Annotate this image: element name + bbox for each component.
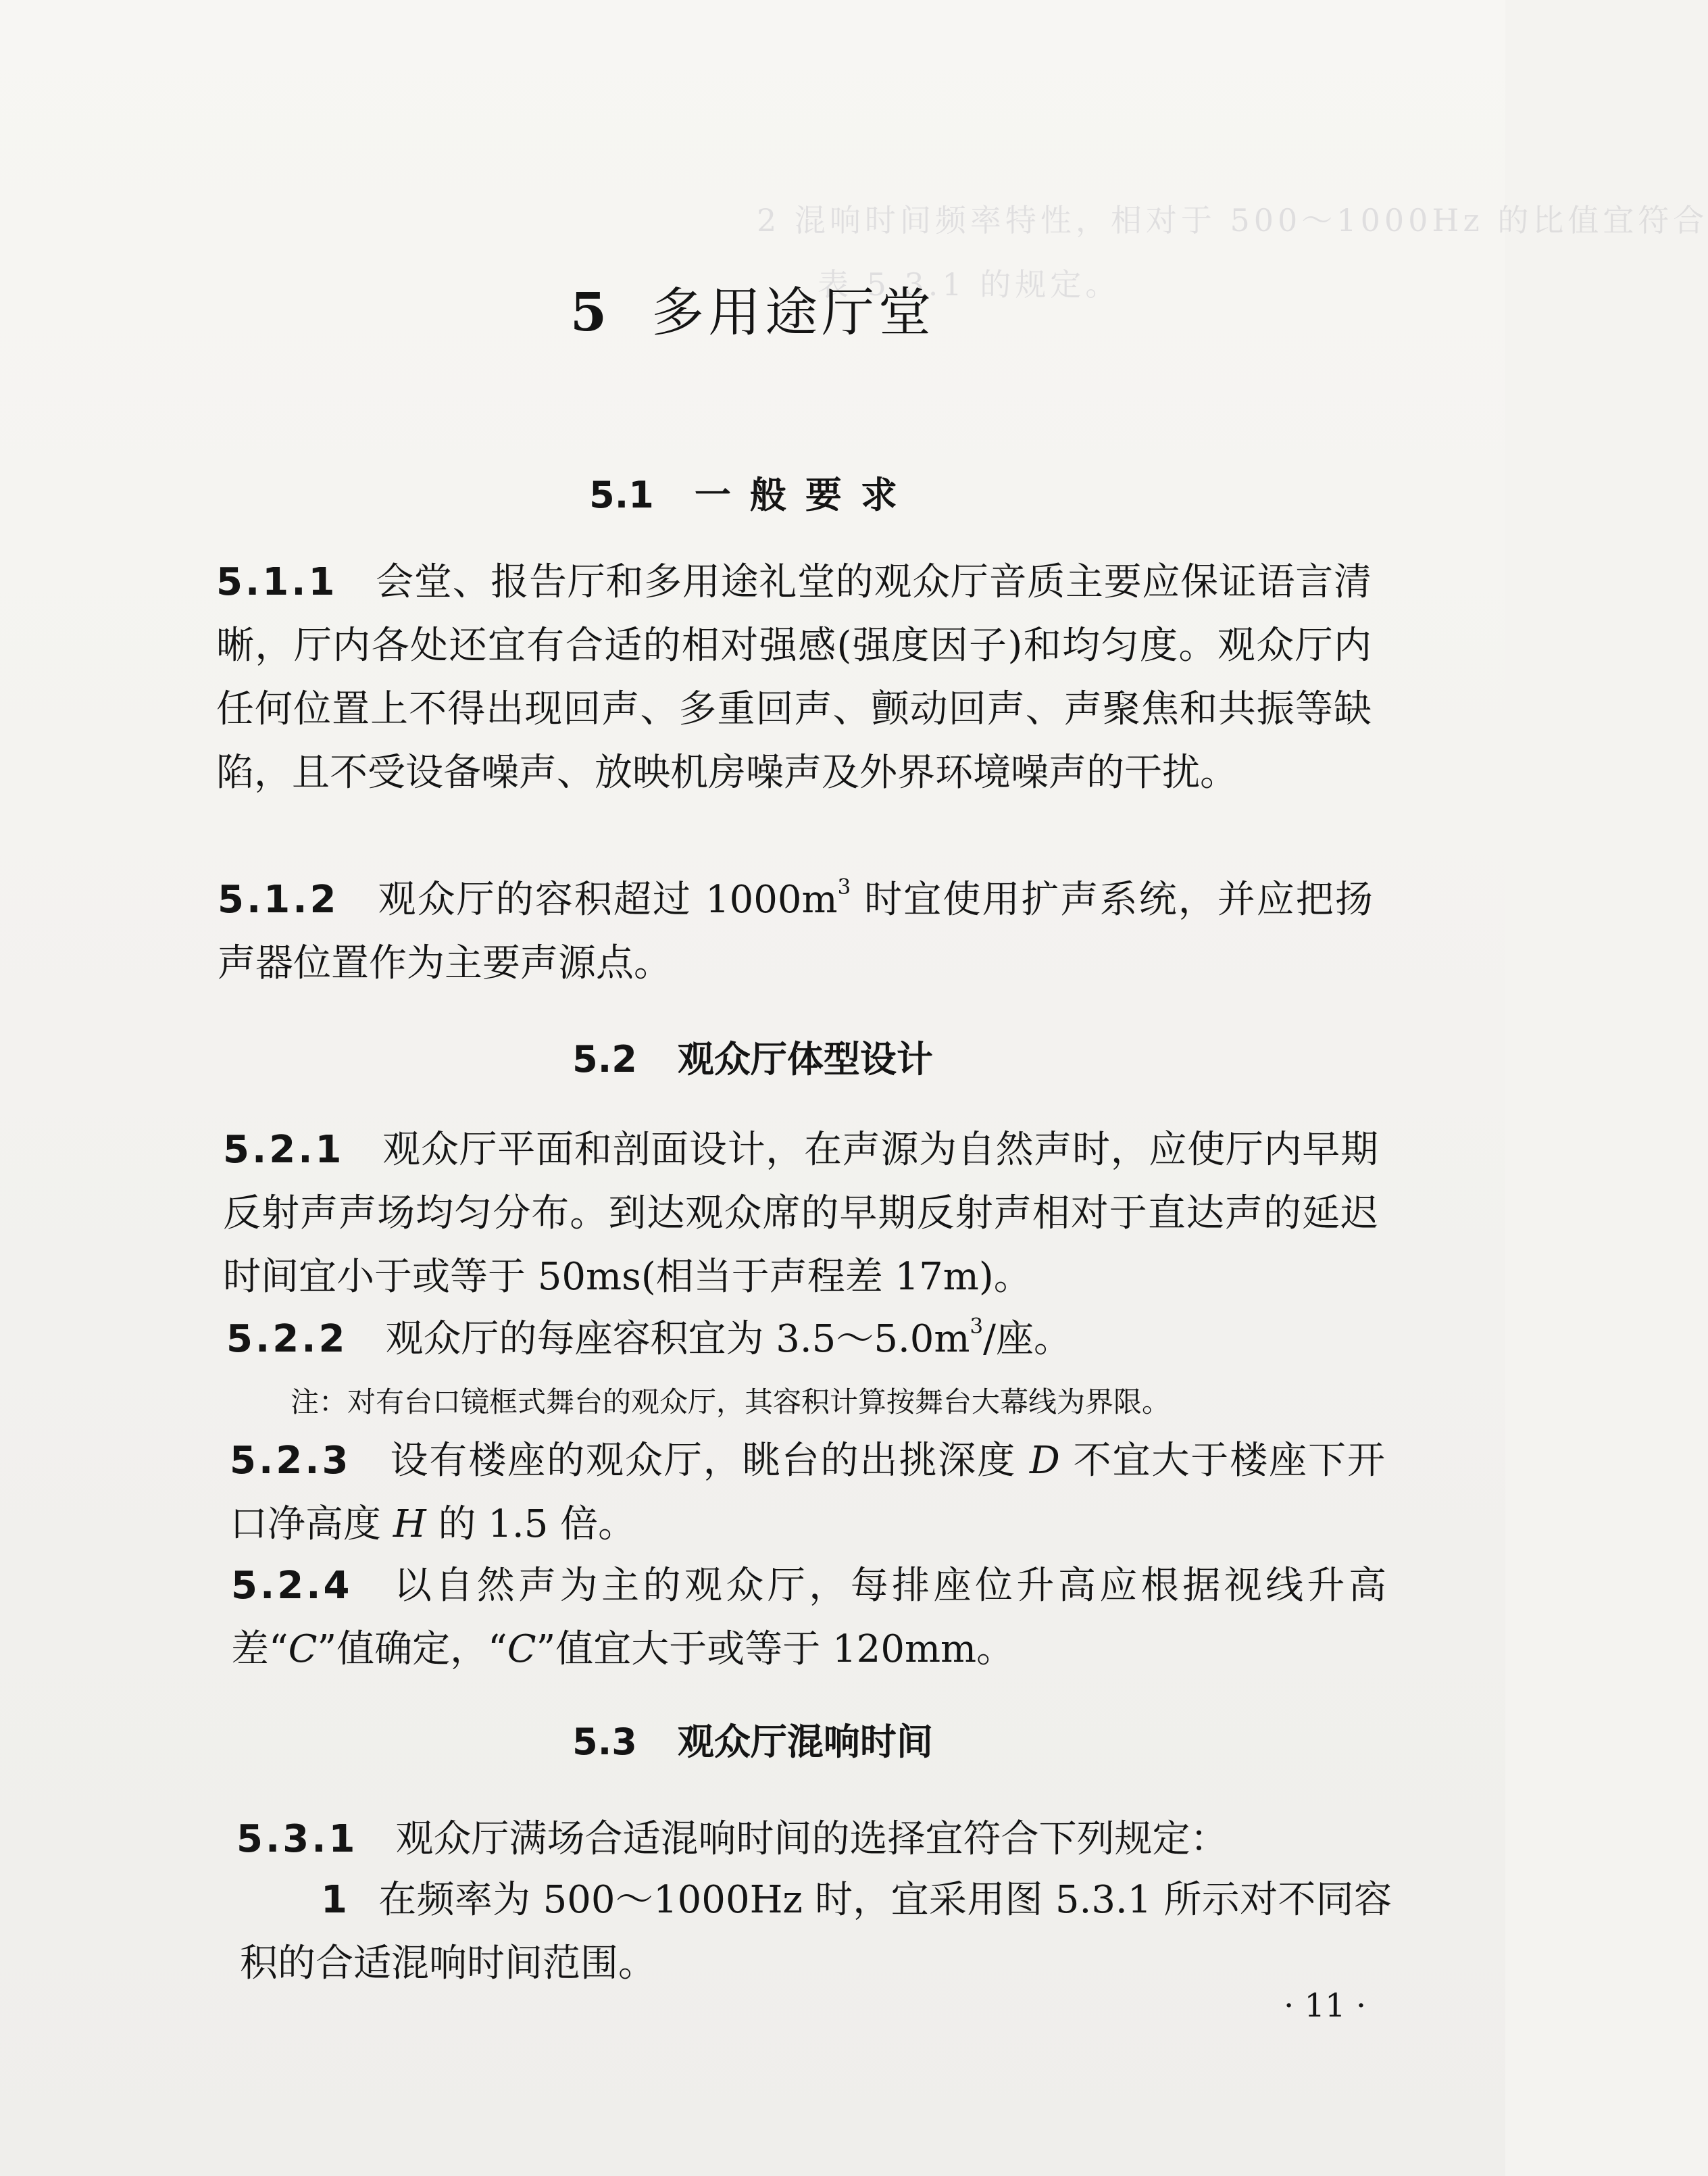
clause-number: 5.2.3 <box>230 1439 351 1483</box>
section-number: 5.2 <box>572 1038 637 1081</box>
clause-5-3-1 <box>236 1808 1392 1871</box>
variable: D <box>1029 1439 1060 1483</box>
clause-note: 注：对有台口镜框式舞台的观众厅，其容积计算按舞台大幕线为界限。 <box>291 1385 1171 1418</box>
clause-text: 观众厅的容积超过 1000m <box>376 878 838 922</box>
clause-text: 以自然声为主的观众厅，每排座位升高应根据视线升高差“ <box>231 1564 1386 1671</box>
page-number: · 11 · <box>1284 1987 1367 2025</box>
clause-5-2-4 <box>231 1554 1386 1681</box>
clause-text: 设有楼座的观众厅，眺台的出挑深度 <box>388 1439 1030 1483</box>
variable: H <box>393 1502 426 1546</box>
section-title-text: 观众厅混响时间 <box>677 1721 933 1763</box>
item-text: 在频率为 500～1000Hz 时，宜采用图 5.3.1 所示对不同容积的合适混响时间范围。 <box>240 1878 1392 1985</box>
chapter-title-text: 多用途厅堂 <box>651 282 936 343</box>
section-title-5-2 <box>0 1031 1505 1083</box>
clause-text: 观众厅满场合适混响时间的选择宜符合下列规定： <box>395 1817 1228 1861</box>
clause-text: 的 1.5 倍。 <box>426 1502 636 1546</box>
clause-text: 观众厅平面和剖面设计，在声源为自然声时，应使厅内早期反射声声场均匀分布。到达观众席的早期反射声相对于直达声的延迟时间宜小于或等于 50ms(相当于声程差 17m)。 <box>223 1128 1378 1299</box>
clause-5-2-2 <box>226 1308 1382 1371</box>
variable: C <box>507 1627 536 1671</box>
section-title-text: 观众厅体型设计 <box>677 1038 933 1081</box>
clause-number: 5.2.2 <box>226 1317 348 1361</box>
clause-number: 5.2.1 <box>223 1128 345 1172</box>
clause-text: ”值确定，“ <box>317 1627 507 1671</box>
clause-text: ”值宜大于或等于 120mm。 <box>536 1627 1015 1671</box>
clause-text: 观众厅的每座容积宜为 3.5～5.0m <box>385 1317 970 1361</box>
bleed-through-text: 2 混响时间频率特性，相对于 500～1000Hz 的比值宜符合 <box>757 202 1708 239</box>
section-title-text: 一般要求 <box>694 474 916 516</box>
clause-number: 5.1.1 <box>216 560 338 604</box>
superscript: 3 <box>837 874 851 899</box>
clause-5-2-3 <box>230 1429 1385 1556</box>
section-number: 5.3 <box>572 1721 637 1763</box>
chapter-number: 5 <box>570 282 611 343</box>
section-title-5-1 <box>0 466 1505 518</box>
variable: C <box>288 1627 318 1671</box>
superscript: 3 <box>970 1314 984 1339</box>
clause-text: /座。 <box>983 1317 1072 1361</box>
clause-5-1-1 <box>216 551 1372 805</box>
clause-number: 5.3.1 <box>236 1817 358 1861</box>
clause-number: 5.1.2 <box>218 878 339 922</box>
section-title-5-3 <box>0 1713 1505 1765</box>
section-number: 5.1 <box>589 474 654 516</box>
item-number: 1 <box>321 1878 347 1922</box>
clause-5-3-1-item-1 <box>240 1869 1392 1996</box>
bleed-through-text: 表 5.3.1 的规定。 <box>818 266 1121 303</box>
clause-text: 会堂、报告厅和多用途礼堂的观众厅音质主要应保证语言清晰，厅内各处还宜有合适的相对强感(强度因子)和均匀度。观众厅内任何位置上不得出现回声、多重回声、颤动回声、声聚焦和共振等缺陷，且不受设备噪声、放映机房噪声及外界环境噪声的干扰。 <box>216 560 1372 795</box>
clause-5-1-2 <box>218 868 1373 995</box>
clause-number: 5.2.4 <box>231 1564 353 1608</box>
clause-5-2-1 <box>223 1118 1378 1309</box>
clause-text: 不宜大于楼座下开口净高度 <box>230 1439 1385 1546</box>
clause-text: 时宜使用扩声系统，并应把扬声器位置作为主要声源点。 <box>218 878 1373 985</box>
chapter-title <box>0 270 1505 346</box>
